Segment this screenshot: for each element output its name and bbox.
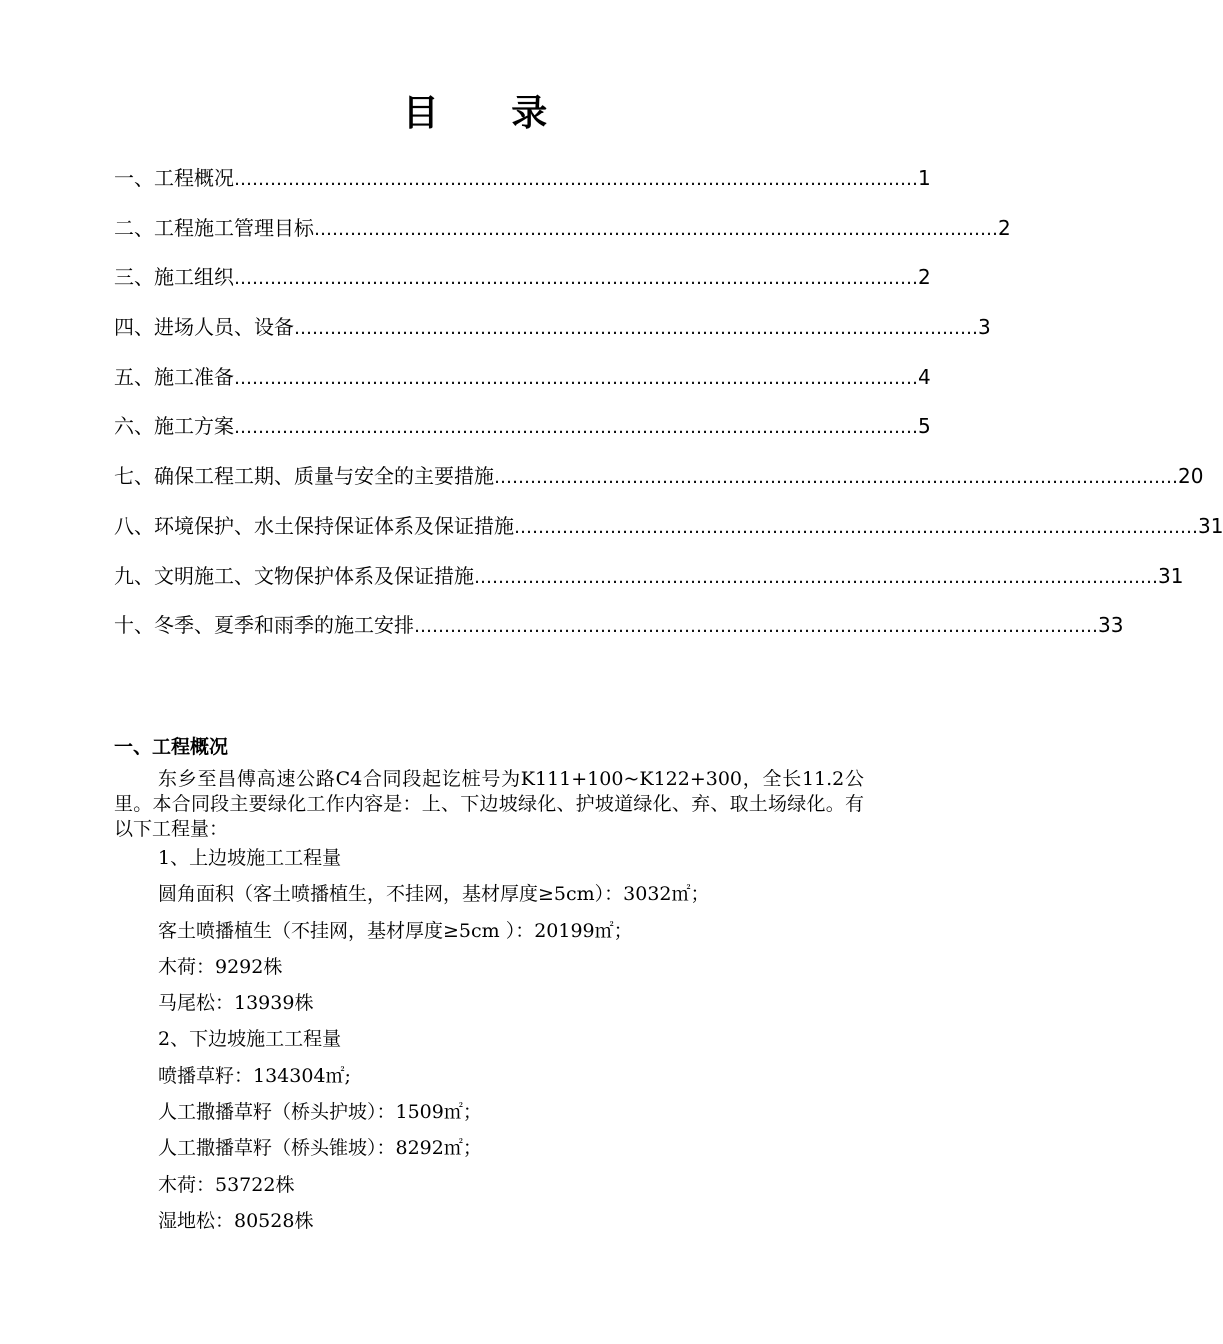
toc-entry-page: 5 — [918, 414, 931, 439]
toc-entry[interactable] — [114, 309, 991, 359]
list-item: 人工撒播草籽（桥头护坡）：1509㎡； — [158, 1101, 482, 1124]
toc-entry-page: 20 — [1178, 464, 1204, 489]
list-item: 2、下边坡施工工程量 — [158, 1028, 342, 1051]
toc-entry-page: 2 — [918, 265, 931, 290]
toc-entry-page: 2 — [998, 215, 1011, 240]
toc-entry-page: 33 — [1098, 613, 1124, 638]
toc-entry[interactable] — [114, 259, 931, 309]
toc-leader-dots: …………………………………………………………………………………………………… — [234, 417, 918, 439]
toc-entry-page: 1 — [918, 166, 931, 190]
list-item: 喷播草籽：134304㎡; — [158, 1064, 351, 1087]
toc-entry[interactable] — [114, 458, 1204, 508]
toc-entry-label: 二、工程施工管理目标 — [114, 215, 314, 240]
toc-entry[interactable] — [114, 359, 931, 409]
section-heading: 一、工程概况 — [114, 736, 229, 758]
quantity-list — [158, 842, 858, 1241]
toc-leader-dots: …………………………………………………………………………………………………… — [234, 169, 918, 190]
toc-entry-page: 31 — [1198, 513, 1223, 538]
toc-entry-page: 3 — [978, 315, 991, 340]
toc-leader-dots: …………………………………………………………………………………………………… — [314, 218, 998, 240]
toc-entry-label: 六、施工方案 — [114, 414, 234, 439]
toc-entry-label: 三、施工组织 — [114, 265, 234, 290]
list-item: 1、上边坡施工工程量 — [158, 847, 342, 869]
toc-entry-label: 九、文明施工、文物保护体系及保证措施 — [114, 563, 474, 588]
toc-entry[interactable] — [114, 607, 1124, 657]
list-item: 湿地松：80528株 — [158, 1209, 314, 1232]
toc-entry-label: 十、冬季、夏季和雨季的施工安排 — [114, 613, 414, 638]
toc-leader-dots: …………………………………………………………………………………………………… — [474, 566, 1158, 588]
list-item: 人工撒播草籽（桥头锥坡）：8292㎡； — [158, 1137, 482, 1160]
list-item: 圆角面积（客土喷播植生，不挂网，基材厚度≥5cm）：3032㎡； — [158, 883, 710, 906]
toc-entry-page: 4 — [918, 364, 931, 389]
list-item: 马尾松：13939株 — [158, 992, 314, 1015]
toc-entry[interactable] — [114, 558, 1184, 608]
list-item: 木荷：9292株 — [158, 955, 283, 978]
toc-leader-dots: …………………………………………………………………………………………………… — [494, 467, 1178, 489]
table-of-contents — [114, 160, 1223, 657]
toc-entry-label: 八、环境保护、水土保持保证体系及保证措施 — [114, 513, 514, 538]
toc-entry[interactable] — [114, 210, 1011, 260]
list-item: 客土喷播植生（不挂网，基材厚度≥5cm ）：20199㎡； — [158, 919, 633, 942]
toc-leader-dots: …………………………………………………………………………………………………… — [294, 318, 978, 340]
toc-entry-page: 31 — [1158, 563, 1184, 588]
toc-entry[interactable] — [114, 160, 931, 210]
toc-leader-dots: …………………………………………………………………………………………………… — [414, 616, 1098, 638]
toc-entry[interactable] — [114, 508, 1223, 558]
intro-paragraph: 东乡至昌傅高速公路C4合同段起讫桩号为K111+100~K122+300，全长11.2公里。本合同段主要绿化工作内容是：上、下边坡绿化、护坡道绿化、弃、取土场绿化。有以下工程量： — [114, 768, 864, 840]
list-item: 木荷：53722株 — [158, 1173, 295, 1196]
toc-leader-dots: …………………………………………………………………………………………………… — [514, 516, 1198, 538]
toc-entry-label: 七、确保工程工期、质量与安全的主要措施 — [114, 464, 494, 489]
toc-leader-dots: …………………………………………………………………………………………………… — [234, 268, 918, 290]
toc-entry-label: 四、进场人员、设备 — [114, 315, 294, 340]
toc-leader-dots: …………………………………………………………………………………………………… — [234, 367, 918, 389]
toc-entry[interactable] — [114, 408, 931, 458]
toc-entry-label: 五、施工准备 — [114, 364, 234, 389]
toc-title: 目 录 — [402, 93, 578, 134]
toc-entry-label: 一、工程概况 — [114, 166, 234, 190]
